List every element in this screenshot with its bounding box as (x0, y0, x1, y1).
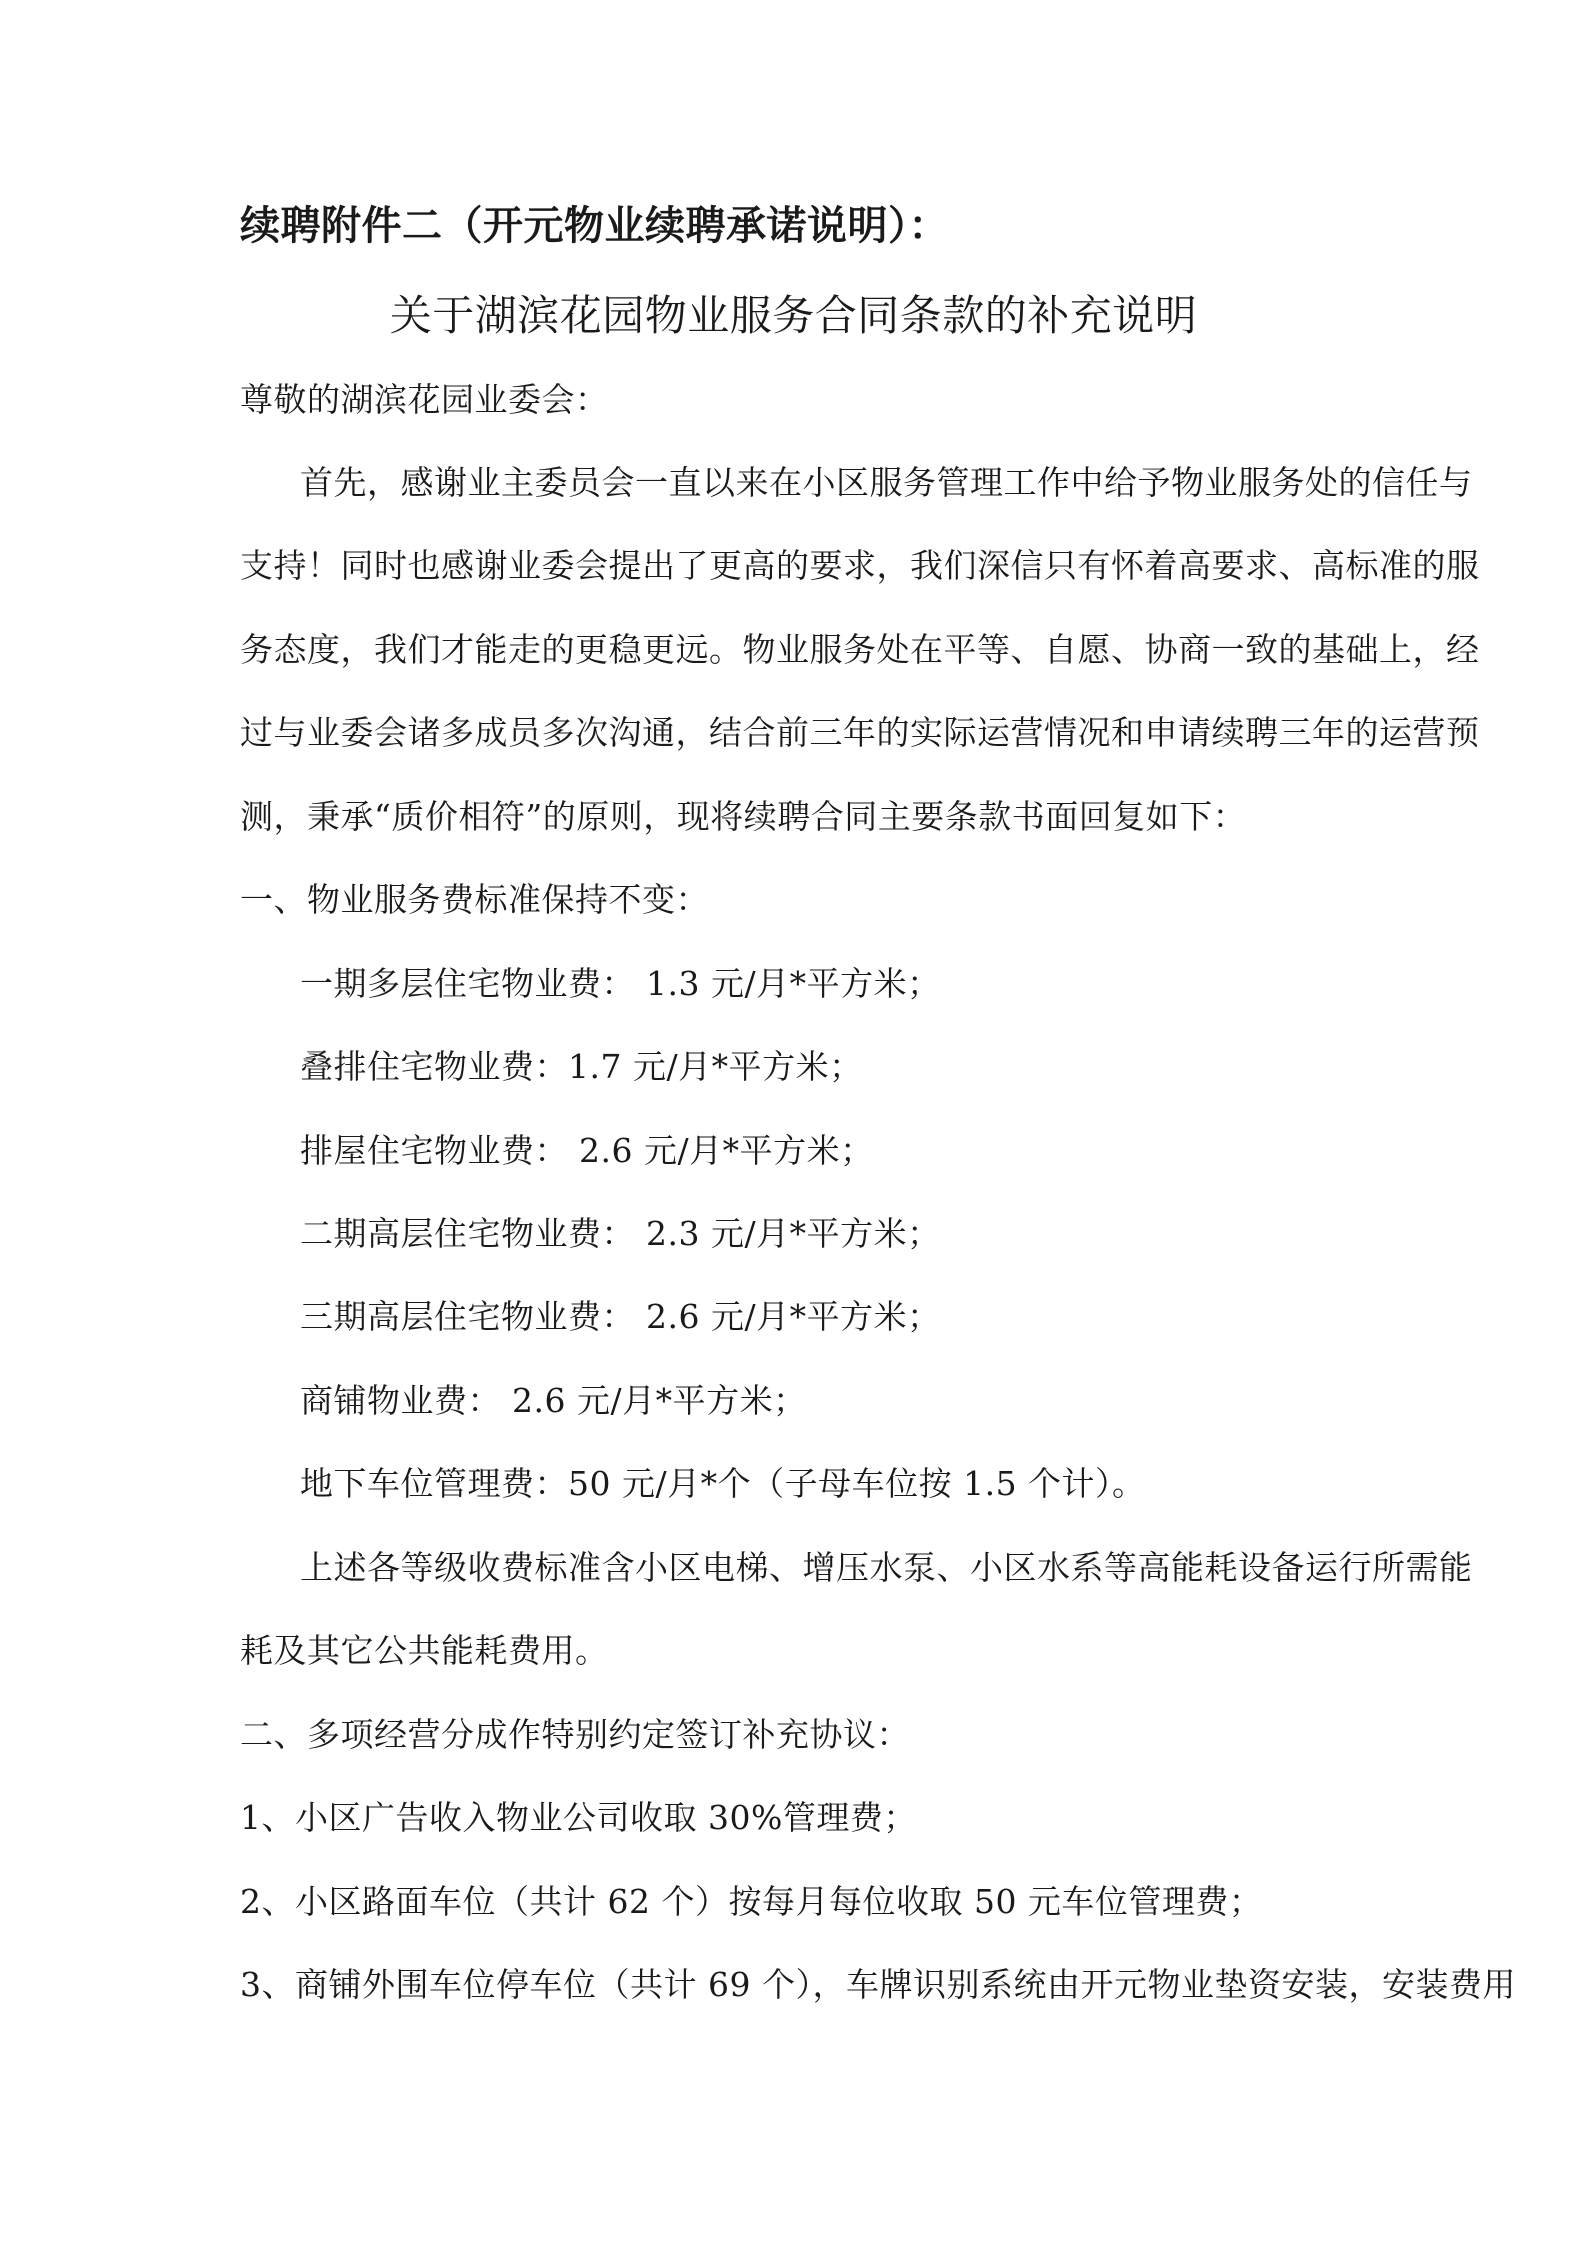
fee-item: 叠排住宅物业费：1.7 元/月*平方米； (300, 1047, 863, 1086)
section-1-note-line: 耗及其它公共能耗费用。 (240, 1631, 609, 1670)
intro-line: 支持！同时也感谢业委会提出了更高的要求，我们深信只有怀着高要求、高标准的服 (240, 546, 1480, 585)
fee-item: 一期多层住宅物业费： 1.3 元/月*平方米； (300, 964, 941, 1003)
intro-line: 测，秉承“质价相符”的原则，现将续聘合同主要条款书面回复如下： (240, 797, 1247, 836)
intro-line: 首先，感谢业主委员会一直以来在小区服务管理工作中给予物业服务处的信任与 (300, 463, 1473, 502)
annex-heading: 续聘附件二（开元物业续聘承诺说明）： (240, 203, 949, 249)
section-1-note-line: 上述各等级收费标准含小区电梯、增压水泵、小区水系等高能耗设备运行所需能 (300, 1548, 1473, 1587)
document-title: 关于湖滨花园物业服务合同条款的补充说明 (389, 291, 1198, 340)
fee-item: 地下车位管理费：50 元/月*个（子母车位按 1.5 个计）。 (300, 1464, 1146, 1503)
fee-item: 二期高层住宅物业费： 2.3 元/月*平方米； (300, 1214, 941, 1253)
intro-line: 过与业委会诸多成员多次沟通，结合前三年的实际运营情况和申请续聘三年的运营预 (240, 713, 1480, 752)
agreement-item: 3、商铺外围车位停车位（共计 69 个），车牌识别系统由开元物业垫资安装，安装费用 (240, 1965, 1516, 2004)
fee-item: 排屋住宅物业费： 2.6 元/月*平方米； (300, 1131, 874, 1170)
agreement-item: 2、小区路面车位（共计 62 个）按每月每位收取 50 元车位管理费； (240, 1882, 1263, 1921)
fee-item: 商铺物业费： 2.6 元/月*平方米； (300, 1381, 807, 1420)
salutation: 尊敬的湖滨花园业委会： (240, 380, 609, 419)
intro-line: 务态度，我们才能走的更稳更远。物业服务处在平等、自愿、协商一致的基础上，经 (240, 630, 1480, 669)
section-2-heading: 二、多项经营分成作特别约定签订补充协议： (240, 1715, 910, 1754)
agreement-item: 1、小区广告收入物业公司收取 30%管理费； (240, 1798, 917, 1837)
fee-item: 三期高层住宅物业费： 2.6 元/月*平方米； (300, 1297, 941, 1336)
section-1-heading: 一、物业服务费标准保持不变： (240, 880, 709, 919)
